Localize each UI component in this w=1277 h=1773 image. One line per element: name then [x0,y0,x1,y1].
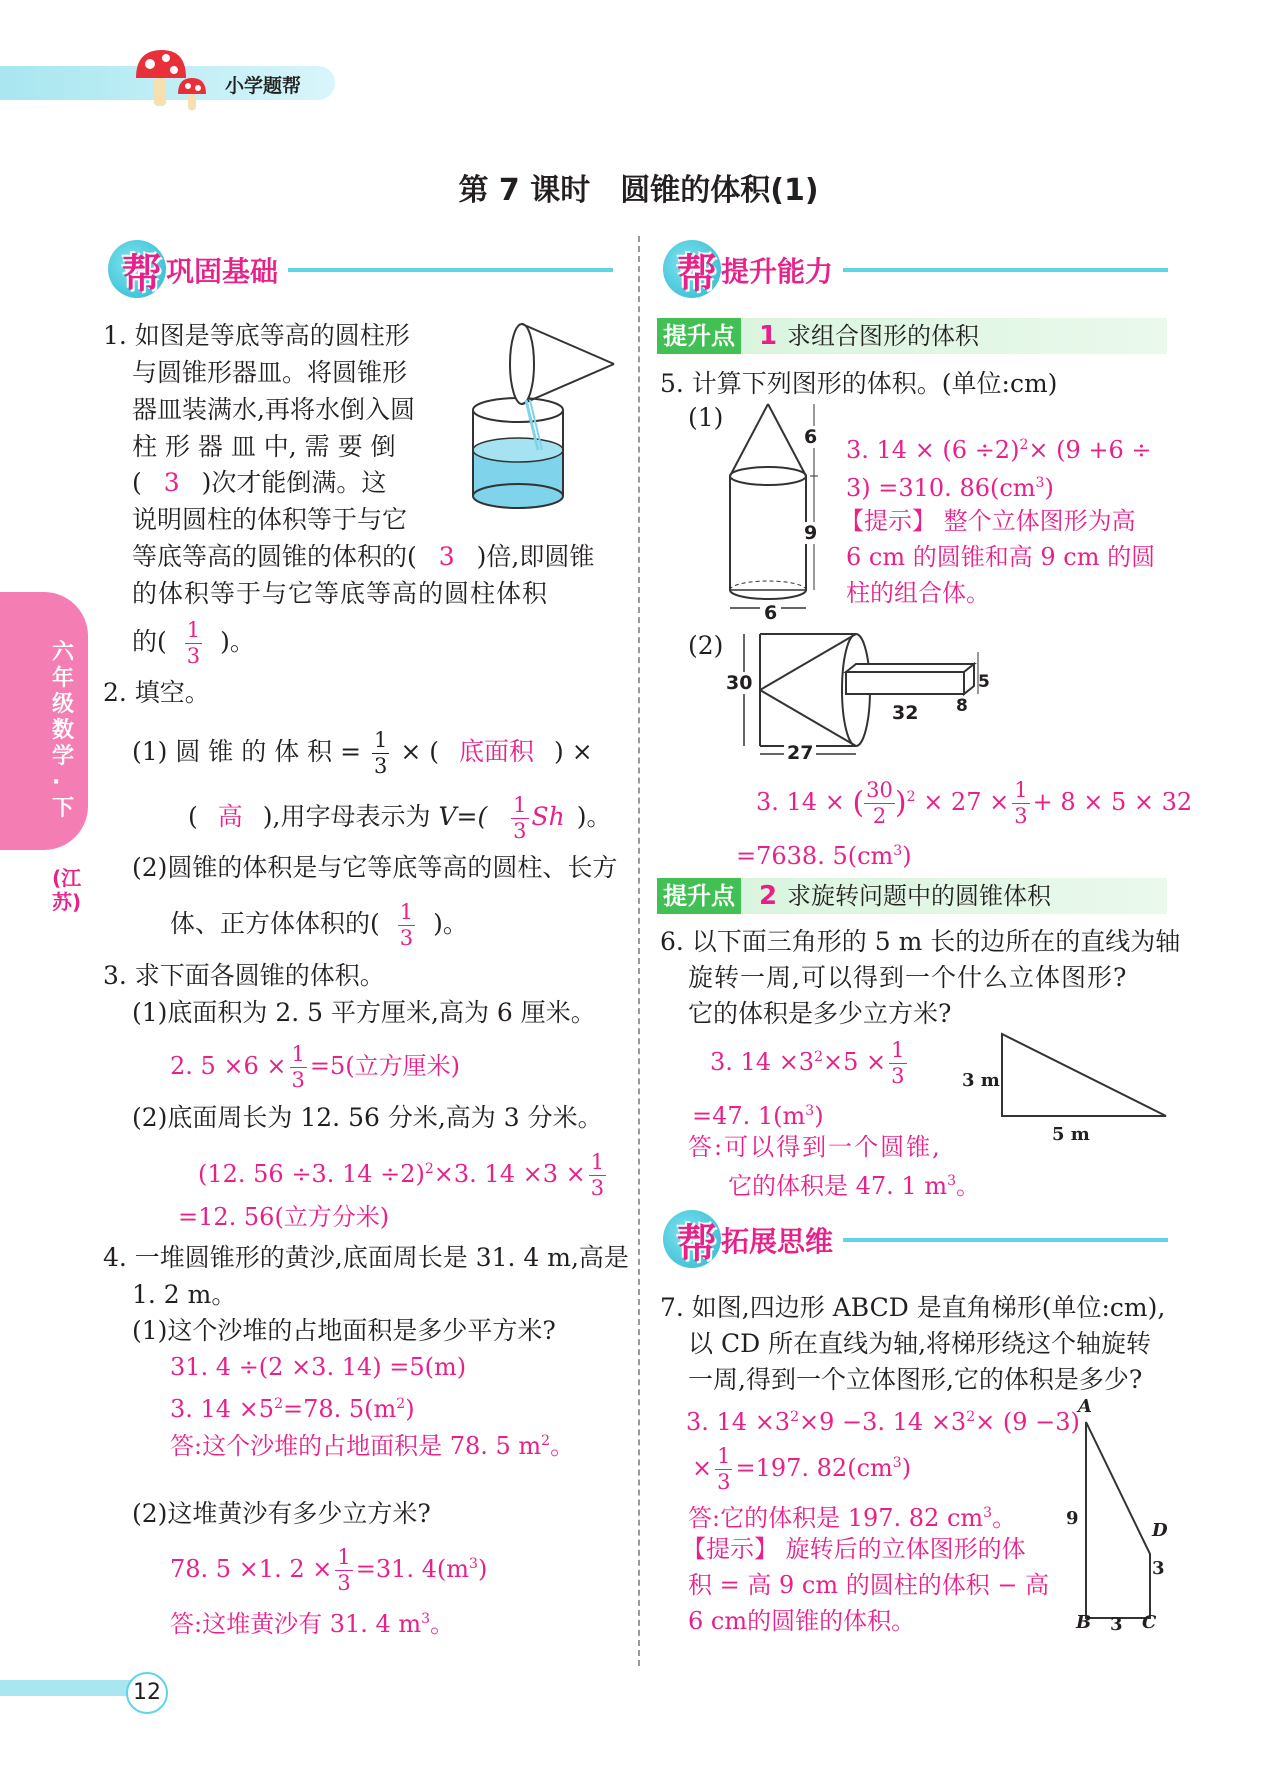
q1-line5: ( 3 )次才能倒满。这 [132,468,387,497]
q5-part2-label: (2) [688,631,724,660]
q4-head1: 4. 一堆圆锥形的黄沙,底面周长是 31. 4 m,高是 [103,1243,629,1272]
q3-part1: (1)底面积为 2. 5 平方厘米,高为 6 厘米。 [132,998,596,1027]
page-number: 12 [126,1672,168,1714]
q3-part2: (2)底面周长为 12. 56 分米,高为 3 分米。 [132,1103,603,1132]
q7-line3: 一周,得到一个立体图形,它的体积是多少? [688,1365,1143,1394]
q7-label-D: D [1152,1520,1168,1541]
q2-part1-b: ( 高 ),用字母表示为 V=( $\frac{1}{3}$ Sh )。 [188,793,612,843]
q7-side-cd: 3 [1152,1558,1165,1579]
q4-answer1: 31. 4 ÷(2 ×3. 14) =5(m) [170,1353,467,1381]
section-basic-title: 巩固基础 [166,255,279,288]
q6-line3: 它的体积是多少立方米? [688,999,952,1028]
q7-hint3: 6 cm的圆锥的体积。 [688,1607,916,1635]
q1-figure [430,318,620,518]
q5-answer1-b: 3) =310. $86(cm^3)$ [846,474,1054,502]
q2-part2-b: 体、正方体体积的( $\frac{1}{3}$ )。 [170,900,468,950]
q6-answer2: =47. $1(m^3)$ [692,1102,824,1130]
q7-hint2: 积 = 高 9 cm 的圆柱的体积 − 高 [688,1571,1050,1599]
q3-answer1: 2. 5 ×6 × $\frac{1}{3}$ =5(立方厘米) [170,1042,461,1092]
q7-side-ab: 9 [1066,1508,1079,1529]
q7-label-C: C [1142,1612,1157,1633]
q5-fig2-box-length: 32 [892,702,919,724]
q6-triangle [1000,1032,1170,1122]
q1-line4: 柱 形 器 皿 中, 需 要 倒 [132,432,396,461]
section-improve: 帮 提升能力 [663,240,1168,290]
page-title: 第 7 课时 圆锥的体积(1) [458,173,819,208]
q5-head: 5. 计算下列图形的体积。(单位:cm) [660,369,1058,398]
section-line [843,268,1168,272]
q1-line2: 与圆锥形器皿。将圆锥形 [132,358,408,387]
footer-bar [0,1680,140,1696]
q4-part1: (1)这个沙堆的占地面积是多少平方米? [132,1316,556,1345]
q5-answer1-a: 3. $14 \times (6 \div 2)^2\times (9 +6$ ÷ [846,436,1152,464]
q5-answer2-a: 3. 14 × ( $\frac{30}{2}$ )$^2$ × 27 × $\frac{1}{3}$ + 8 × 5 × 32 [756,778,1193,828]
q7-hint1: 【提示】 旋转后的立体图形的体 [682,1535,1026,1563]
q2-part2: (2)圆锥的体积是与它等底等高的圆柱、长方 [132,853,618,882]
q6-answer1: 3. $14 \times 3^2\times 5$ × $\frac{1}{3}$ [710,1038,905,1088]
focus-point-1: 提升点 1 求组合图形的体积 [657,318,1167,354]
q4-answer2: 3. $14 \times 5^2=78$. $5(m^2)$ [170,1395,415,1423]
q1-line6: 说明圆柱的体积等于与它 [132,505,408,534]
q3-answer2: (12. 56 ÷3. 14 ÷2)$^2$×3. 14 ×3 × $\frac{1}{3}$ [198,1150,605,1200]
q6-answer3: 答:可以得到一个圆锥, [688,1133,942,1161]
q5-hint3: 柱的组合体。 [846,579,990,607]
q5-fig2-diameter: 30 [726,672,753,694]
q2-part1: (1) 圆 锥 的 体 积 = $\frac{1}{3}$ × ( 底面积 ) × [132,728,593,778]
section-line [843,1238,1168,1242]
side-tab-region: (江苏) [52,866,82,914]
q5-part1-label: (1) [688,403,724,432]
q7-line2: 以 CD 所在直线为轴,将梯形绕这个轴旋转 [688,1329,1152,1358]
q7-label-A: A [1078,1396,1092,1417]
q6-side-label: 3 m [962,1070,1000,1091]
section-extend-title: 拓展思维 [721,1225,834,1258]
q5-fig1-cyl-height: 9 [804,522,818,544]
section-line [288,268,613,272]
q5-fig2-length: 27 [784,742,816,764]
q4-answer3: 答:这个沙堆的占地面积是 78. 5 $m^2$。 [170,1432,575,1460]
q1-line1: 1. 如图是等底等高的圆柱形 [103,321,410,350]
q1-line8: 的体积等于与它等底等高的圆柱体积 [132,579,549,608]
section-extend: 帮 拓展思维 [663,1210,1168,1260]
q5-fig1-diameter: 6 [760,602,781,624]
q4-head2: 1. 2 m。 [132,1280,237,1309]
q4-part2: (2)这堆黄沙有多少立方米? [132,1499,431,1528]
q7-side-bc: 3 [1110,1614,1123,1635]
q4-answer5: 答:这堆黄沙有 31. 4 $m^3$。 [170,1610,455,1638]
q5-fig1-cone-height: 6 [804,426,818,448]
q3-head: 3. 求下面各圆锥的体积。 [103,961,385,990]
q1-line7: 等底等高的圆锥的体积的( 3 )倍,即圆锥 [132,542,595,571]
q7-line1: 7. 如图,四边形 ABCD 是直角梯形(单位:cm), [660,1293,1166,1322]
q6-line1: 6. 以下面三角形的 5 m 长的边所在的直线为轴 [660,927,1181,956]
q7-answer1: 3. $14 \times 3^2\times 9 -3$. $14 \times 3^2\times (9 -3)$ [686,1408,1080,1436]
side-tab-grade: 六年级数学·下 [52,640,75,821]
focus-point-2: 提升点 2 求旋转问题中的圆锥体积 [657,878,1167,914]
q5-fig2-box-height: 5 [978,672,990,692]
q5-hint1: 【提示】 整个立体图形为高 [840,507,1136,535]
q7-answer2: × $\frac{1}{3}$ =197. $82(cm^3)$ [692,1444,912,1494]
mushroom-logo [128,44,212,114]
q5-answer2-b: =7638. $5(cm^3)$ [736,842,912,870]
q7-trapezoid [1080,1418,1160,1628]
q5-fig2-box-width: 8 [956,696,968,716]
q7-label-B: B [1076,1612,1092,1633]
brand-label: 小学题帮 [225,75,302,97]
section-improve-title: 提升能力 [721,255,834,288]
q5-figure2 [728,630,998,760]
q5-hint2: 6 cm 的圆锥和高 9 cm 的圆 [846,543,1156,571]
section-basic: 帮 巩固基础 [108,240,613,290]
q2-head: 2. 填空。 [103,678,210,707]
q7-answer3: 答:它的体积是 197. 82 $cm^3$。 [688,1504,1017,1532]
q6-base-label: 5 m [1052,1124,1090,1145]
q4-answer4: 78. 5 ×1. 2 × $\frac{1}{3}$ =31. $4(m^3)$ [170,1545,488,1595]
q3-answer2-b: =12. 56(立方分米) [178,1203,390,1231]
q1-line9: 的( $\frac{1}{3}$ )。 [132,618,255,668]
q6-line2: 旋转一周,可以得到一个什么立体图形? [688,963,1128,992]
q6-answer4: 它的体积是 47. 1 $m^3$。 [728,1172,981,1200]
column-divider [638,236,640,1666]
q1-line3: 器皿装满水,再将水倒入圆 [132,395,415,424]
